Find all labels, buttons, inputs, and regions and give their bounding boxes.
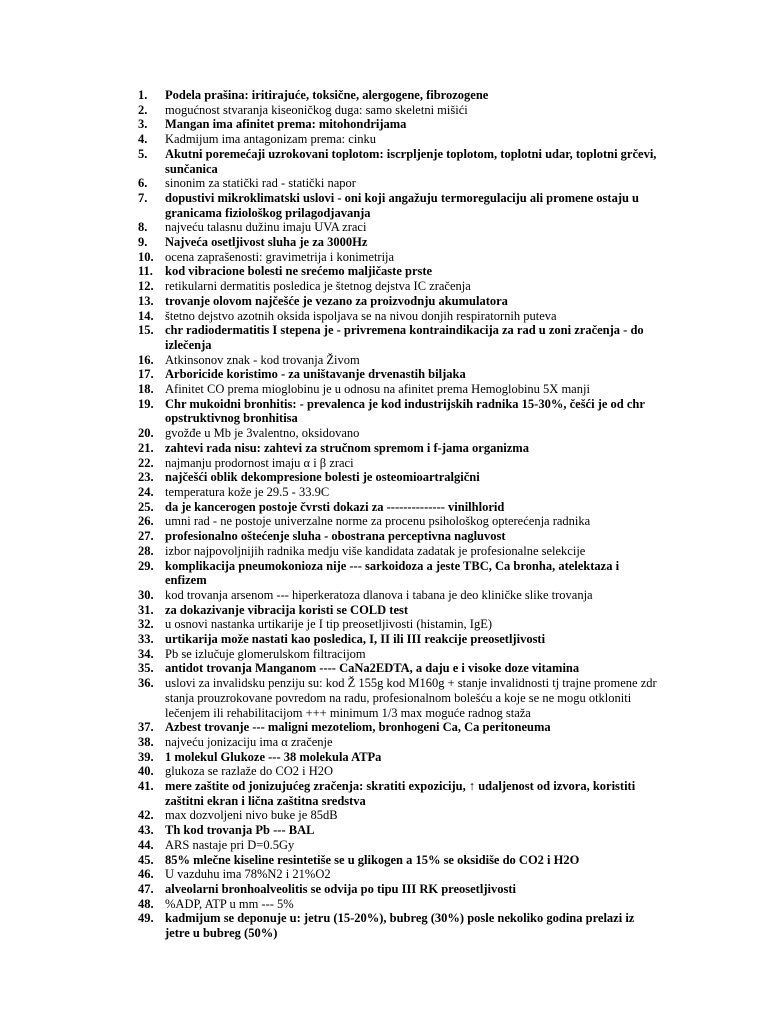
item-text: alveolarni bronhoalveolitis se odvija po tipu III RK preosetljivosti (165, 881, 516, 896)
item-text: kadmijum se deponuje u: jetru (15-20%), bubreg (30%) posle nekoliko godina prelazi iz jetre u bubreg (50%) (165, 911, 635, 941)
list-item (138, 103, 658, 118)
list-item (138, 720, 658, 735)
item-text: najveću jonizaciju ima α zračenje (165, 734, 333, 749)
item-number: 39. (138, 749, 154, 764)
item-number: 44. (138, 837, 154, 852)
item-text: Najveća osetljivost sluha je za 3000Hz (165, 235, 368, 250)
item-text: Pb se izlučuje glomerulskom filtracijom (165, 646, 366, 661)
list-item (138, 191, 658, 220)
item-number: 10. (138, 249, 154, 264)
item-number: 8. (138, 220, 148, 235)
item-number: 33. (138, 632, 154, 647)
item-number: 22. (138, 455, 154, 470)
list-item (138, 485, 658, 500)
item-number: 31. (138, 602, 154, 617)
list-item (138, 426, 658, 441)
list-item (138, 911, 658, 940)
item-text: retikularni dermatitis posledica je štetnog dejstva IC zračenja (165, 279, 471, 294)
item-number: 2. (138, 102, 148, 117)
item-number: 29. (138, 558, 154, 573)
item-text: kod vibracione bolesti ne srećemo maljičaste prste (165, 264, 433, 279)
item-text: mogućnost stvaranja kiseoničkog duga: samo skeletni mišići (165, 102, 468, 117)
list-item (138, 632, 658, 647)
item-number: 32. (138, 617, 154, 632)
item-number: 26. (138, 514, 154, 529)
item-text: trovanje olovom najčešće je vezano za proizvodnju akumulatora (165, 293, 508, 308)
list-item (138, 617, 658, 632)
list-item (138, 264, 658, 279)
item-text: mere zaštite od jonizujućeg zračenja: skratiti expoziciju, ↑ udaljenost od izvora, koristiti zaštitni ekran i lična zaštitna sredstva (165, 779, 636, 808)
item-text: 85% mlečne kiseline resintetiše se u glikogen a 15% se oksidiše do CO2 i H2O (165, 852, 580, 867)
list-item (138, 294, 658, 309)
list-item (138, 544, 658, 559)
item-number: 37. (138, 720, 154, 735)
list-item (138, 117, 658, 132)
list-item (138, 514, 658, 529)
list-item (138, 88, 658, 103)
item-number: 21. (138, 440, 154, 455)
item-text: chr radiodermatitis I stepena je - privremena kontraindikacija za rad u zoni zračenja - do izlečenja (165, 323, 644, 352)
item-text: urtikarija može nastati kao posledica, I, II ili III reakcije preosetljivosti (165, 632, 546, 647)
item-text: antidot trovanja Manganom ---- CaNa2EDTA, a daju e i visoke doze vitamina (165, 661, 580, 676)
item-text: umni rad - ne postoje univerzalne norme za procenu psihološkog opterećenja radnika (165, 514, 591, 529)
item-text: Akutni poremećaji uzrokovani toplotom: iscrpljenje toplotom, toplotni udar, toplotni grčevi, sunčanica (165, 146, 657, 176)
item-text: %ADP, ATP u mm --- 5% (165, 896, 294, 911)
list-item (138, 647, 658, 662)
item-text: Atkinsonov znak - kod trovanja Živom (165, 352, 360, 367)
list-item (138, 750, 658, 765)
item-number: 25. (138, 499, 154, 514)
item-text: kod trovanja arsenom --- hiperkeratoza dlanova i tabana je deo kliničke slike trovanja (165, 587, 593, 602)
list-item (138, 779, 658, 808)
list-item (138, 867, 658, 882)
item-text: najmanju prodornost imaju α i β zraci (165, 455, 354, 470)
list-item (138, 808, 658, 823)
list-item (138, 353, 658, 368)
list-item (138, 147, 658, 176)
item-number: 6. (138, 176, 148, 191)
item-text: uslovi za invalidsku penziju su: kod Ž 155g kod M160g + stanje invalidnosti tj trajne promene zdr stanja prouzrokovane povredom na radu, profesionalnom bolešću a koje se ne mogu otkloniti lečenjem ili rehabilitacijom +++ minimum 1/3 max moguće radnog staža (165, 676, 657, 720)
item-number: 43. (138, 823, 154, 838)
list-item (138, 764, 658, 779)
item-text: glukoza se razlaže do CO2 i H2O (165, 764, 333, 779)
item-number: 30. (138, 587, 154, 602)
item-number: 36. (138, 676, 154, 691)
item-number: 16. (138, 352, 154, 367)
item-number: 3. (138, 117, 148, 132)
item-number: 35. (138, 661, 154, 676)
list-item (138, 176, 658, 191)
list-item (138, 897, 658, 912)
list-item (138, 441, 658, 456)
item-number: 34. (138, 646, 154, 661)
list-item (138, 853, 658, 868)
list-item (138, 735, 658, 750)
item-text: Th kod trovanja Pb --- BAL (165, 823, 315, 838)
item-number: 23. (138, 470, 154, 485)
item-number: 12. (138, 279, 154, 294)
list-item (138, 367, 658, 382)
item-text: 1 molekul Glukoze --- 38 molekula ATPa (165, 749, 382, 764)
item-text: ocena zaprašenosti: gravimetrija i konimetrija (165, 249, 395, 264)
item-number: 4. (138, 132, 148, 147)
item-number: 46. (138, 867, 154, 882)
item-number: 7. (138, 190, 148, 205)
list-item (138, 500, 658, 515)
list-item (138, 235, 658, 250)
list-item (138, 382, 658, 397)
list-item (138, 456, 658, 471)
list-item (138, 220, 658, 235)
item-text: zahtevi rada nisu: zahtevi za stručnom spremom i f-jama organizma (165, 440, 529, 455)
item-text: Afinitet CO prema mioglobinu je u odnosu na afinitet prema Hemoglobinu 5X manji (165, 382, 590, 397)
list-item (138, 323, 658, 352)
item-number: 24. (138, 484, 154, 499)
item-text: temperatura kože je 29.5 - 33.9C (165, 484, 330, 499)
item-text: najveću talasnu dužinu imaju UVA zraci (165, 220, 367, 235)
item-text: dopustivi mikroklimatski uslovi - oni koji angažuju termoregulaciju ali promene ostaju u granicama fiziološkog prilagodjavanja (165, 190, 640, 220)
item-text: profesionalno oštećenje sluha - obostrana perceptivna nagluvost (165, 529, 506, 544)
list-item (138, 279, 658, 294)
list-item (138, 882, 658, 897)
list-item (138, 838, 658, 853)
item-text: za dokazivanje vibracija koristi se COLD test (165, 602, 409, 617)
item-number: 18. (138, 382, 154, 397)
item-text: Chr mukoidni bronhitis: - prevalenca je kod industrijskih radnika 15-30%, češći je od chr opstruktivnog bronhitisa (165, 396, 645, 426)
list-item (138, 661, 658, 676)
item-text: u osnovi nastanka urtikarije je I tip preosetljivosti (histamin, IgE) (165, 617, 493, 632)
item-number: 9. (138, 235, 148, 250)
item-number: 45. (138, 852, 154, 867)
list-item (138, 250, 658, 265)
item-number: 15. (138, 323, 154, 338)
item-text: Azbest trovanje --- maligni mezoteliom, bronhogeni Ca, Ca peritoneuma (165, 720, 551, 735)
item-number: 27. (138, 529, 154, 544)
list-item (138, 559, 658, 588)
list-item (138, 470, 658, 485)
list-item (138, 309, 658, 324)
item-text: izbor najpovoljnijih radnika medju više kandidata zadatak je profesionalne selekcije (165, 543, 586, 558)
item-number: 14. (138, 308, 154, 323)
item-text: gvožđe u Mb je 3valentno, oksidovano (165, 426, 360, 441)
item-number: 5. (138, 146, 148, 161)
item-number: 11. (138, 264, 153, 279)
list-item (138, 529, 658, 544)
item-number: 47. (138, 881, 154, 896)
item-number: 28. (138, 543, 154, 558)
item-number: 19. (138, 396, 154, 411)
list-item (138, 397, 658, 426)
list-item (138, 132, 658, 147)
item-text: komplikacija pneumokonioza nije --- sarkoidoza a jeste TBC, Ca bronha, atelektaza i enfizem (165, 558, 620, 588)
item-number: 42. (138, 808, 154, 823)
item-text: ARS nastaje pri D=0.5Gy (165, 837, 295, 852)
item-text: Arboricide koristimo - za uništavanje drvenastih biljaka (165, 367, 466, 382)
item-text: najčešći oblik dekompresione bolesti je osteomioartralgični (165, 470, 480, 485)
item-number: 41. (138, 779, 154, 794)
list-item (138, 588, 658, 603)
item-number: 38. (138, 734, 154, 749)
item-text: U vazduhu ima 78%N2 i 21%O2 (165, 867, 331, 882)
item-text: Mangan ima afinitet prema: mitohondrijama (165, 117, 407, 132)
item-number: 13. (138, 293, 154, 308)
item-text: max dozvoljeni nivo buke je 85dB (165, 808, 338, 823)
item-number: 48. (138, 896, 154, 911)
list-item (138, 823, 658, 838)
item-text: sinonim za statički rad - statički napor (165, 176, 356, 191)
item-text: štetno dejstvo azotnih oksida ispoljava se na nivou donjih respiratornih puteva (165, 308, 557, 323)
item-text: da je kancerogen postoje čvrsti dokazi za -------------- vinilhlorid (165, 499, 505, 514)
list-item (138, 676, 658, 720)
item-number: 20. (138, 426, 154, 441)
item-number: 1. (138, 88, 148, 102)
item-text: Podela prašina: iritirajuće, toksične, alergogene, fibrozogene (165, 88, 489, 102)
item-number: 49. (138, 911, 154, 926)
numbered-list (138, 88, 658, 941)
item-number: 40. (138, 764, 154, 779)
item-text: Kadmijum ima antagonizam prema: cinku (165, 132, 377, 147)
item-number: 17. (138, 367, 154, 382)
list-item (138, 603, 658, 618)
